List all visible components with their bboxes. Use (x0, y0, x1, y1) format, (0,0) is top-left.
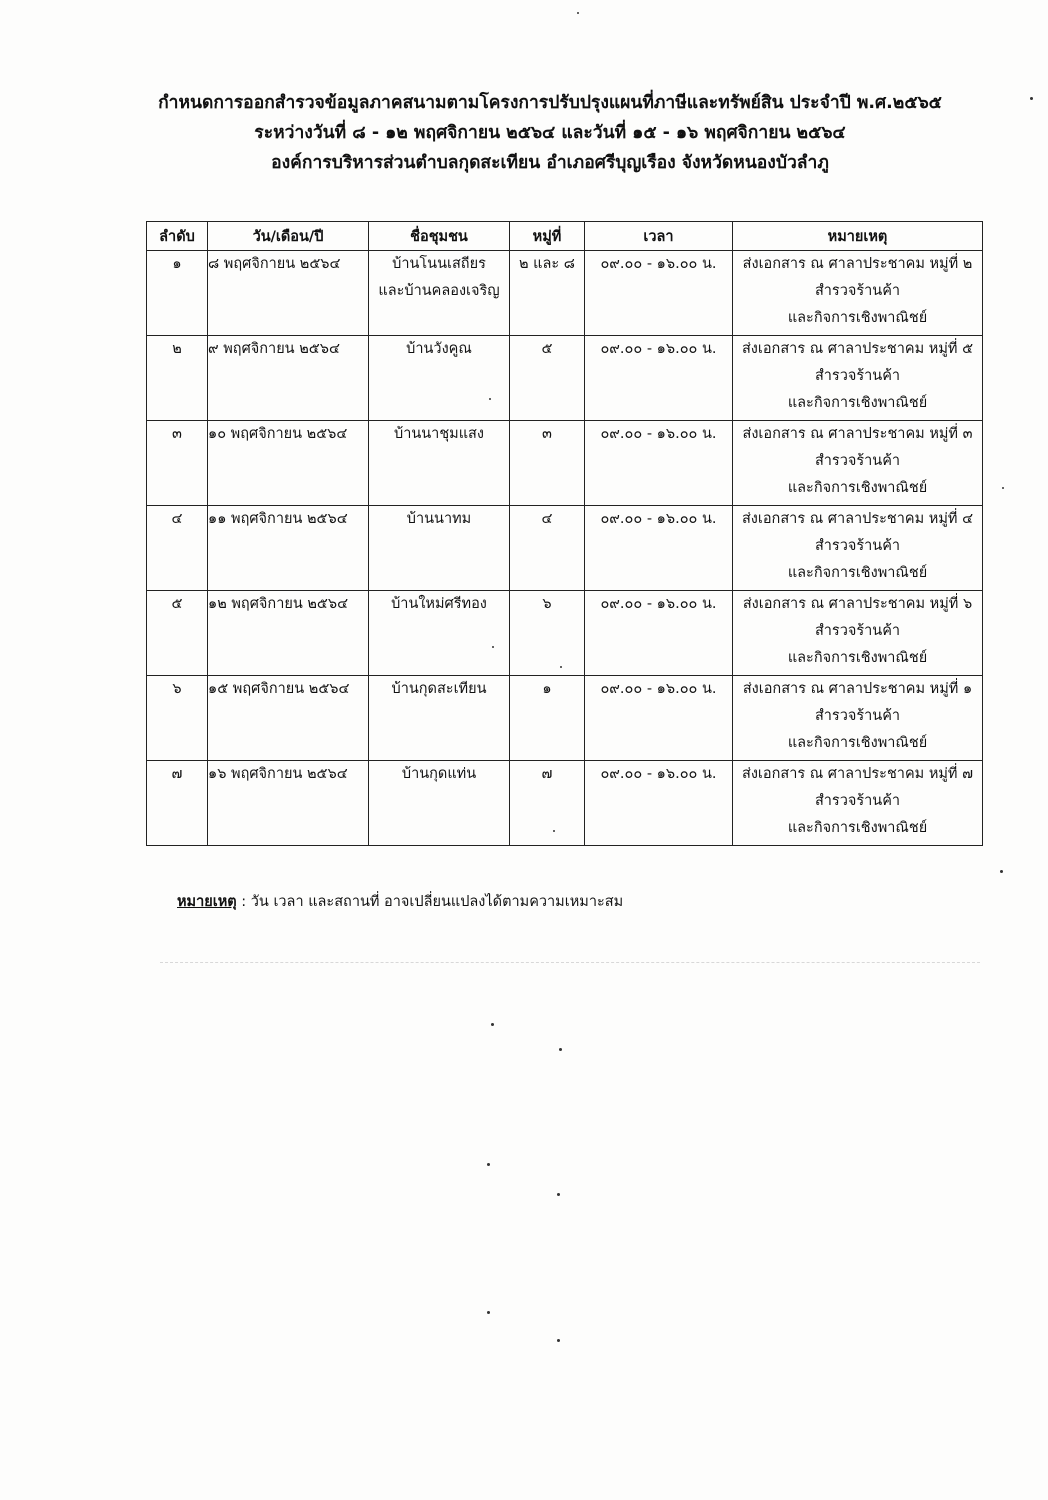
remark-line-2: สำรวจร้านค้า (814, 623, 901, 639)
title-line-2: ระหว่างวันที่ ๘ - ๑๒ พฤศจิกายน ๒๕๖๔ และวันที่ ๑๕ - ๑๖ พฤศจิกายน ๒๕๖๔ (254, 123, 846, 143)
remark-line-2: สำรวจร้านค้า (814, 453, 901, 469)
footnote-label: หมายเหตุ (177, 894, 237, 910)
table-row (147, 761, 983, 846)
remark-line-1: ส่งเอกสาร ณ ศาลาประชาคม หมู่ที่ ๒ (742, 256, 973, 272)
table-header-row (147, 222, 983, 251)
row-order: ๓ (147, 421, 208, 506)
row-date: ๑๒ พฤศจิกายน ๒๕๖๔ (208, 591, 369, 676)
row-community (369, 421, 510, 506)
scan-speck (560, 666, 562, 668)
community-line-1: บ้านโนนเสถียร (392, 256, 486, 272)
remark-line-2: สำรวจร้านค้า (814, 538, 901, 554)
scan-speck (487, 1311, 490, 1314)
row-time: ๐๙.๐๐ - ๑๖.๐๐ น. (585, 591, 733, 676)
row-village: ๓ (510, 421, 585, 506)
row-village: ๖ (510, 591, 585, 676)
scan-speck (1030, 97, 1033, 100)
community-line-1: บ้านนาทม (406, 511, 472, 527)
community-line-2: และบ้านคลองเจริญ (378, 283, 500, 299)
scan-speck (557, 1339, 560, 1342)
scan-speck (557, 1193, 560, 1196)
survey-schedule-table (146, 221, 983, 846)
header-remark: หมายเหตุ (733, 222, 983, 251)
row-village: ๑ (510, 676, 585, 761)
table-row (147, 421, 983, 506)
remark-line-3: และกิจการเชิงพาณิชย์ (787, 480, 928, 496)
footnote (177, 890, 623, 913)
row-village: ๒ และ ๘ (510, 251, 585, 336)
title-line-3: องค์การบริหารส่วนตำบลกุดสะเทียน อำเภอศรีบุญเรือง จังหวัดหนองบัวลำภู (271, 153, 829, 173)
scan-speck (489, 398, 491, 400)
row-time: ๐๙.๐๐ - ๑๖.๐๐ น. (585, 421, 733, 506)
row-date: ๑๑ พฤศจิกายน ๒๕๖๔ (208, 506, 369, 591)
community-line-1: บ้านวังคูณ (406, 341, 472, 357)
community-line-1: บ้านกุดสะเทียน (391, 681, 487, 697)
remark-line-3: และกิจการเชิงพาณิชย์ (787, 650, 928, 666)
row-time: ๐๙.๐๐ - ๑๖.๐๐ น. (585, 251, 733, 336)
row-time: ๐๙.๐๐ - ๑๖.๐๐ น. (585, 506, 733, 591)
remark-line-1: ส่งเอกสาร ณ ศาลาประชาคม หมู่ที่ ๖ (742, 596, 973, 612)
row-time: ๐๙.๐๐ - ๑๖.๐๐ น. (585, 761, 733, 846)
row-remark (733, 506, 983, 591)
row-remark (733, 591, 983, 676)
remark-line-3: และกิจการเชิงพาณิชย์ (787, 735, 928, 751)
row-village: ๔ (510, 506, 585, 591)
row-order: ๒ (147, 336, 208, 421)
row-order: ๔ (147, 506, 208, 591)
scan-speck (1000, 870, 1003, 873)
scan-speck (1002, 487, 1004, 489)
table-row (147, 251, 983, 336)
remark-line-1: ส่งเอกสาร ณ ศาลาประชาคม หมู่ที่ ๓ (742, 426, 973, 442)
community-line-1: บ้านกุดแท่น (401, 766, 477, 782)
scan-speck (577, 12, 579, 14)
remark-line-1: ส่งเอกสาร ณ ศาลาประชาคม หมู่ที่ ๑ (742, 681, 973, 697)
row-community (369, 676, 510, 761)
row-community (369, 506, 510, 591)
row-remark (733, 761, 983, 846)
header-community: ชื่อชุมชน (369, 222, 510, 251)
remark-line-3: และกิจการเชิงพาณิชย์ (787, 395, 928, 411)
header-village: หมู่ที่ (510, 222, 585, 251)
document-title (120, 88, 980, 178)
row-remark (733, 251, 983, 336)
row-date: ๑๕ พฤศจิกายน ๒๕๖๔ (208, 676, 369, 761)
row-community (369, 251, 510, 336)
table-row (147, 591, 983, 676)
remark-line-2: สำรวจร้านค้า (814, 793, 901, 809)
remark-line-1: ส่งเอกสาร ณ ศาลาประชาคม หมู่ที่ ๗ (741, 766, 974, 782)
row-village: ๕ (510, 336, 585, 421)
remark-line-2: สำรวจร้านค้า (814, 708, 901, 724)
row-remark (733, 421, 983, 506)
scan-speck (559, 1048, 562, 1051)
row-order: ๑ (147, 251, 208, 336)
row-order: ๗ (147, 761, 208, 846)
title-line-1: กำหนดการออกสำรวจข้อมูลภาคสนามตามโครงการปรับปรุงแผนที่ภาษีและทรัพย์สิน ประจำปี พ.ศ.๒๕๖๕ (158, 93, 942, 113)
header-date: วัน/เดือน/ปี (208, 222, 369, 251)
row-time: ๐๙.๐๐ - ๑๖.๐๐ น. (585, 676, 733, 761)
row-remark (733, 676, 983, 761)
remark-line-3: และกิจการเชิงพาณิชย์ (787, 565, 928, 581)
row-time: ๐๙.๐๐ - ๑๖.๐๐ น. (585, 336, 733, 421)
remark-line-3: และกิจการเชิงพาณิชย์ (787, 820, 928, 836)
row-date: ๙ พฤศจิกายน ๒๕๖๔ (208, 336, 369, 421)
row-community (369, 336, 510, 421)
scan-speck (492, 646, 494, 648)
scan-speck (553, 830, 555, 832)
table-row (147, 506, 983, 591)
row-order: ๖ (147, 676, 208, 761)
table-row (147, 676, 983, 761)
remark-line-1: ส่งเอกสาร ณ ศาลาประชาคม หมู่ที่ ๔ (741, 511, 974, 527)
footnote-text: : วัน เวลา และสถานที่ อาจเปลี่ยนแปลงได้ตามความเหมาะสม (236, 894, 624, 910)
row-date: ๑๖ พฤศจิกายน ๒๕๖๔ (208, 761, 369, 846)
scan-speck (491, 1023, 494, 1026)
row-village: ๗ (510, 761, 585, 846)
row-remark (733, 336, 983, 421)
remark-line-3: และกิจการเชิงพาณิชย์ (787, 310, 928, 326)
header-order: ลำดับ (147, 222, 208, 251)
community-line-1: บ้านนาชุมแสง (394, 426, 484, 442)
community-line-1: บ้านใหม่ศรีทอง (391, 596, 487, 612)
scan-speck (487, 1163, 490, 1166)
remark-line-1: ส่งเอกสาร ณ ศาลาประชาคม หมู่ที่ ๕ (741, 341, 974, 357)
header-time: เวลา (585, 222, 733, 251)
table-row (147, 336, 983, 421)
scan-artifact-line (160, 962, 980, 963)
remark-line-2: สำรวจร้านค้า (814, 368, 901, 384)
row-order: ๕ (147, 591, 208, 676)
row-date: ๑๐ พฤศจิกายน ๒๕๖๔ (208, 421, 369, 506)
remark-line-2: สำรวจร้านค้า (814, 283, 901, 299)
row-community (369, 761, 510, 846)
row-community (369, 591, 510, 676)
row-date: ๘ พฤศจิกายน ๒๕๖๔ (208, 251, 369, 336)
